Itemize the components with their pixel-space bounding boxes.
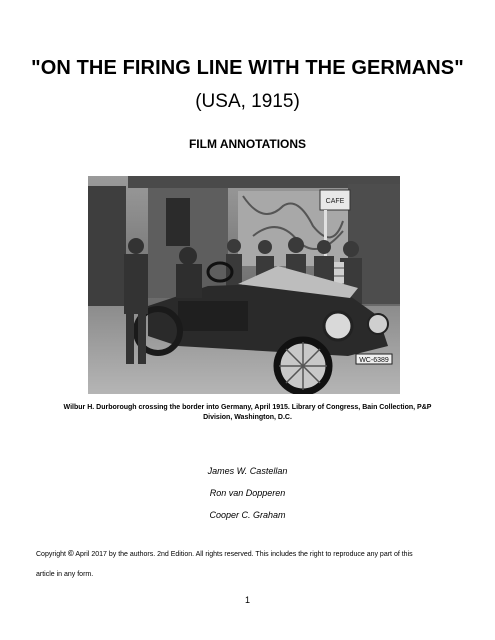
photo-caption: Wilbur H. Durborough crossing the border into Germany, April 1915. Library of Congress, Bain Collection, P&P Division, Washington, D.C. [63, 404, 432, 421]
copyright-symbol: © [67, 549, 74, 558]
author-name: James W. Castellan [207, 466, 288, 476]
section-heading: FILM ANNOTATIONS [188, 137, 307, 151]
copyright-text: April 2017 by the authors. 2nd Edition. All rights reserved. This includes the right to reproduce any part of this [75, 551, 413, 558]
page-number: 1 [244, 595, 250, 605]
historical-photograph [88, 176, 400, 394]
copyright-text-line2: article in any form. [36, 571, 94, 578]
cafe-sign-text: CAFE [325, 198, 345, 205]
author-name: Ron van Dopperen [209, 488, 286, 498]
page-subtitle: (USA, 1915) [195, 91, 300, 112]
copyright-notice [36, 544, 456, 585]
license-plate-text: WC-6389 [359, 357, 389, 364]
author-list [0, 460, 495, 526]
page-title: "ON THE FIRING LINE WITH THE GERMANS" [31, 57, 464, 79]
copyright-prefix: Copyright [36, 551, 66, 558]
author-name: Cooper C. Graham [209, 510, 286, 520]
